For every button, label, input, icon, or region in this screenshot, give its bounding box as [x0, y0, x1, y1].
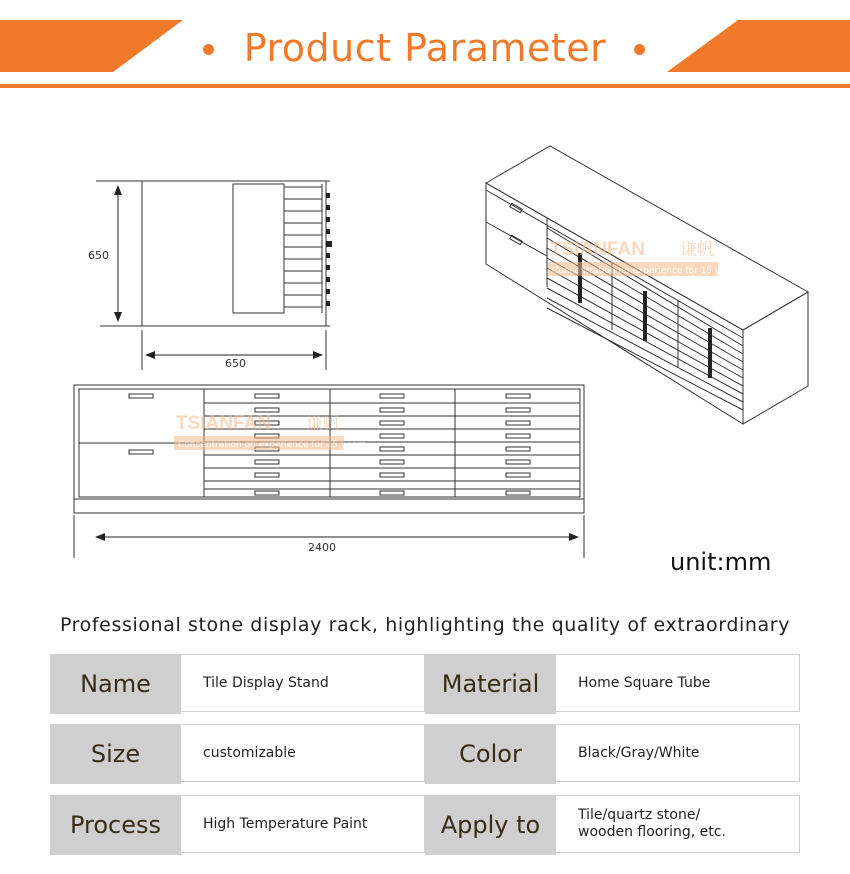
unit-label: unit:mm [670, 548, 772, 576]
param-value: Tile Display Stand [181, 654, 425, 712]
dim-length-label: 2400 [308, 541, 336, 554]
param-label: Color [425, 724, 556, 784]
param-label: Material [425, 654, 556, 714]
svg-text:Concentration on experience fo: Concentration on experience for 15 years [178, 440, 366, 450]
param-label: Apply to [425, 795, 556, 855]
param-value: Home Square Tube [556, 654, 800, 712]
svg-text:TSIANFAN: TSIANFAN [550, 239, 645, 260]
svg-text:谦帆: 谦帆 [680, 240, 714, 260]
svg-text:Concentration on experience fo: Concentration on experience for 15 years [552, 266, 740, 276]
front-view [74, 385, 584, 558]
param-value: High Temperature Paint [181, 795, 425, 853]
param-row [50, 795, 800, 855]
watermark-iso [548, 239, 740, 276]
header-underline [0, 84, 850, 88]
svg-text:谦帆: 谦帆 [306, 414, 340, 434]
tagline: Professional stone display rack, highlighting the quality of extraordinary [59, 614, 791, 636]
param-value: Black/Gray/White [556, 724, 800, 782]
param-row [50, 724, 800, 784]
header-banner [0, 0, 850, 95]
dim-height-label: 650 [88, 249, 109, 262]
side-drawer-slats [284, 184, 322, 313]
param-value-line: wooden flooring, etc. [578, 824, 726, 840]
dim-width-label: 650 [225, 357, 246, 370]
param-label: Size [50, 724, 181, 784]
side-handles [326, 193, 332, 306]
svg-text:TSIANFAN: TSIANFAN [176, 413, 271, 434]
param-value: customizable [181, 724, 425, 782]
technical-drawing [0, 95, 850, 600]
isometric-view [486, 146, 808, 424]
watermark-front [174, 413, 366, 450]
param-value [556, 795, 800, 853]
param-label: Process [50, 795, 181, 855]
title-dot-right [634, 44, 645, 55]
param-label: Name [50, 654, 181, 714]
param-value-line: Tile/quartz stone/ [578, 807, 701, 823]
param-row [50, 654, 800, 714]
page-title: Product Parameter [243, 26, 607, 70]
side-view [96, 181, 332, 370]
